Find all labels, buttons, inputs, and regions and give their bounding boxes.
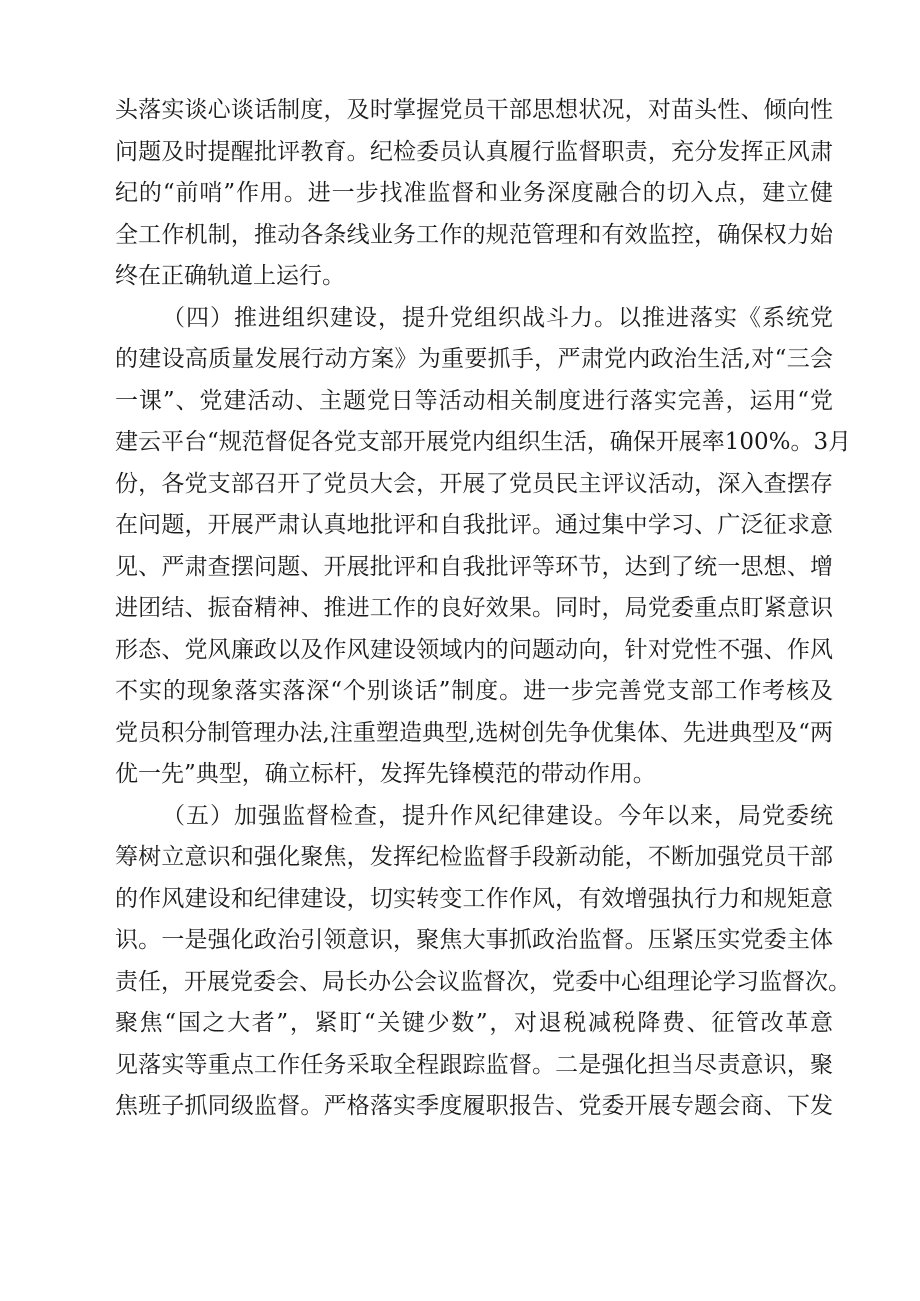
text-line: 党员积分制管理办法,注重塑造典型,选树创先争优集体、先进典型及“两 xyxy=(115,719,833,746)
text-line: 问题及时提醒批评教育。纪检委员认真履行监督职责，充分发挥正风肃 xyxy=(115,138,833,165)
text-line: 的作风建设和纪律建设，切实转变工作作风，有效增强执行力和规矩意 xyxy=(115,885,833,912)
text-line: 焦班子抓同级监督。严格落实季度履职报告、党委开展专题会商、下发 xyxy=(115,1093,833,1119)
document-page xyxy=(115,90,852,1128)
text-line: 份，各党支部召开了党员大会，开展了党员民主评议活动，深入查摆存 xyxy=(115,470,833,497)
text-line: 在问题，开展严肃认真地批评和自我批评。通过集中学习、广泛征求意 xyxy=(115,512,833,538)
paragraph-heading-line: （五）加强监督检查，提升作风纪律建设。今年以来，局党委统 xyxy=(162,802,833,829)
text-line: 形态、党风廉政以及作风建设领域内的问题动向，针对党性不强、作风 xyxy=(115,636,833,663)
text-line: 一课”、党建活动、主题党日等活动相关制度进行落实完善，运用“党 xyxy=(115,387,833,414)
text-line: 不实的现象落实落深“个别谈话”制度。进一步完善党支部工作考核及 xyxy=(115,678,833,704)
text-line: 责任，开展党委会、局长办公会议监督次，党委中心组理论学习监督次。 xyxy=(115,968,851,995)
text-line: 识。一是强化政治引领意识，聚焦大事抓政治监督。压紧压实党委主体 xyxy=(115,927,833,953)
text-line: 的建设高质量发展行动方案》为重要抓手，严肃党内政治生活,对“三会 xyxy=(115,346,833,372)
text-line: 进团结、振奋精神、推进工作的良好效果。同时，局党委重点盯紧意识 xyxy=(115,595,833,621)
text-line: 见、严肃查摆问题、开展批评和自我批评等环节，达到了统一思想、增 xyxy=(115,553,833,580)
text-line: 纪的“前哨”作用。进一步找准监督和业务深度融合的切入点，建立健 xyxy=(115,180,833,206)
text-line: 全工作机制，推动各条线业务工作的规范管理和有效监控，确保权力始 xyxy=(115,221,833,248)
paragraph-heading-line: （四）推进组织建设，提升党组织战斗力。以推进落实《系统党 xyxy=(162,304,833,331)
text-line: 筹树立意识和强化聚焦，发挥纪检监督手段新动能，不断加强党员干部 xyxy=(115,844,833,870)
text-line: 优一先”典型，确立标杆，发挥先锋模范的带动作用。 xyxy=(115,761,656,787)
text-line: 见落实等重点工作任务采取全程跟踪监督。二是强化担当尽责意识，聚 xyxy=(115,1051,833,1078)
text-line: 聚焦“国之大者”，紧盯“关键少数”，对退税减税降费、征管改革意 xyxy=(115,1010,833,1036)
text-line: 头落实谈心谈话制度，及时掌握党员干部思想状况，对苗头性、倾向性 xyxy=(115,97,833,123)
text-line: 建云平台“规范督促各党支部开展党内组织生活，确保开展率100%。3月 xyxy=(115,429,852,455)
text-line: 终在正确轨道上运行。 xyxy=(115,263,345,289)
